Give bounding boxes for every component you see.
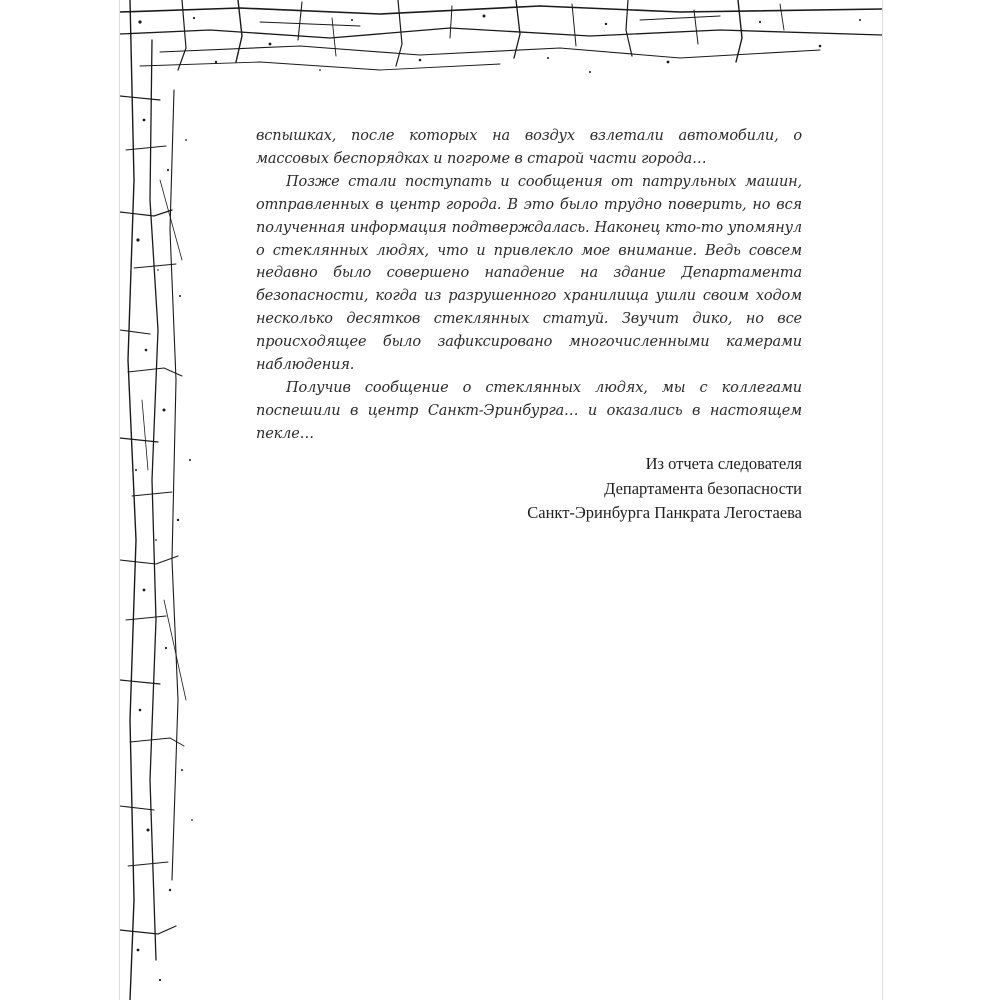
book-page	[120, 0, 882, 1000]
signature-block	[527, 452, 802, 526]
paragraph-3: Получив сообщение о стеклянных людях, мы с коллегами поспешили в центр Санкт-Эринбурга… и оказались в настоящем пекле…	[256, 379, 802, 442]
body-text	[256, 125, 802, 446]
signature-line-3: Санкт-Эринбурга Панкрата Легостаева	[527, 503, 802, 522]
signature-line-1: Из отчета следователя	[645, 454, 802, 473]
paragraph-1: вспышках, после которых на воздух взлетали автомобили, о массовых беспорядках и погроме в старой части города…	[256, 128, 802, 167]
signature-line-2: Департамента безопасности	[604, 478, 802, 498]
paragraph-2: Позже стали поступать и сообщения от патрульных машин, отправленных в центр города. В это было трудно поверить, но вся полученная информация подтверждалась. Наконец кто-то упомянул о стеклянных людях, что и привлекло мое внимание. Ведь совсем недавно было совершено нападение на здание Департамента безопасности, когда из разрушенного хранилища ушли своим ходом несколько десятков стеклянных статуй. Звучит дико, но все происходящее было зафиксировано многочисленными камерами наблюдения.	[256, 173, 802, 374]
